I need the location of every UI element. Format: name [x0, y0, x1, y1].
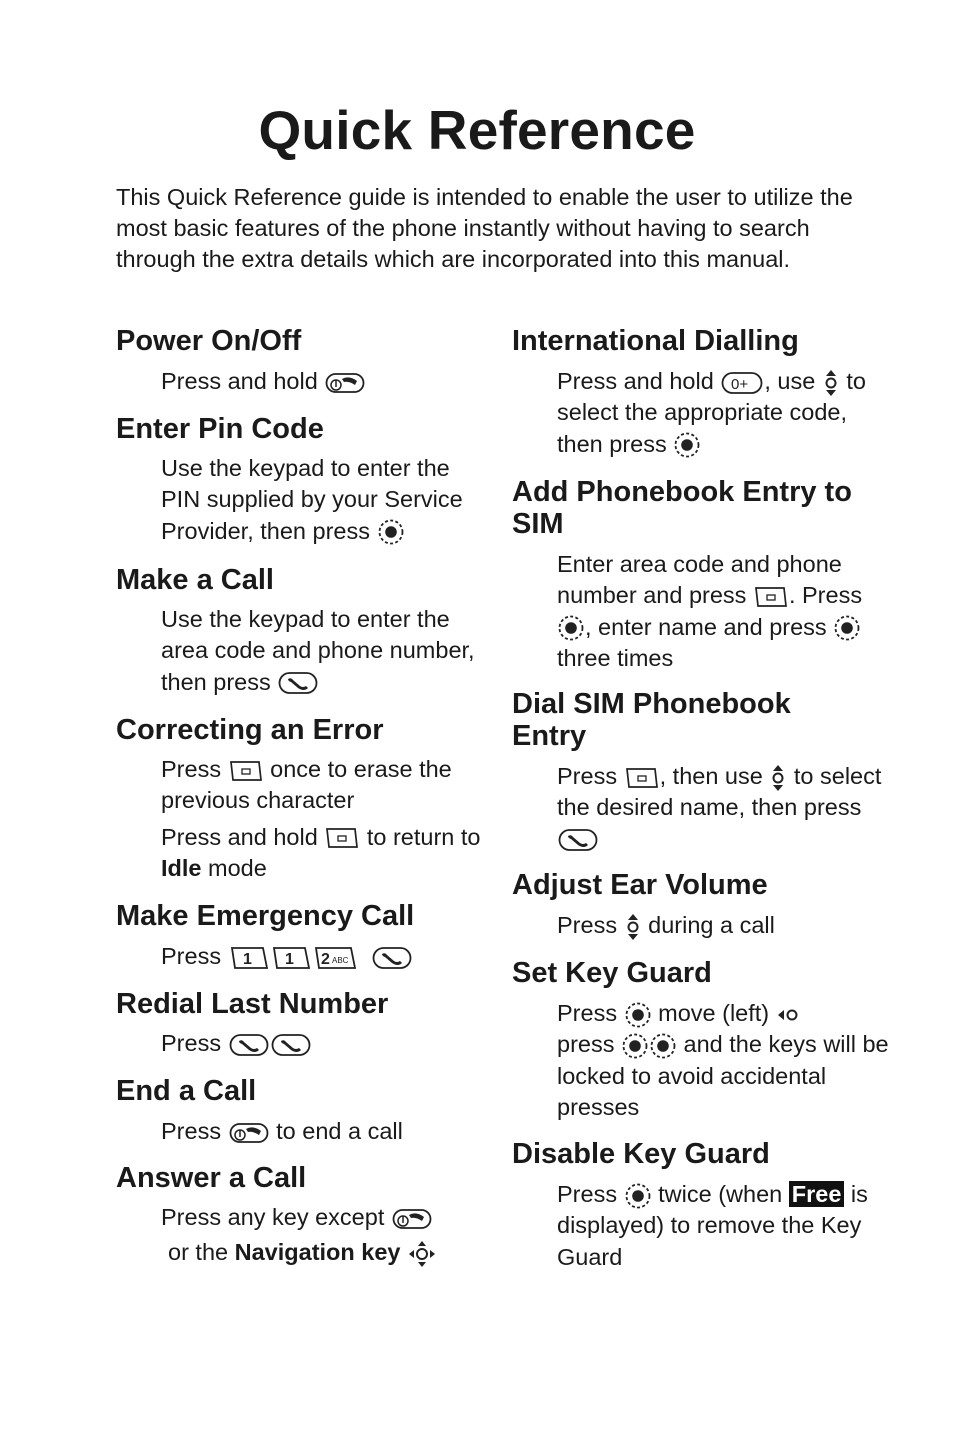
power-end-key-icon — [392, 1206, 432, 1232]
svg-text:1: 1 — [242, 950, 252, 968]
soft-clear-key-icon — [754, 586, 788, 608]
heading-dial-sim: Dial SIM Phonebook Entry — [512, 688, 791, 752]
dialsim-text-2: , then use — [659, 763, 763, 789]
svg-text:ABC: ABC — [331, 955, 349, 965]
heading-redial: Redial Last Number — [116, 988, 389, 1020]
section-emergency — [116, 900, 414, 972]
addpb-text-2: . Press — [788, 582, 863, 609]
section-volume — [512, 869, 775, 941]
section-power — [116, 325, 366, 397]
free-display-label: Free — [789, 1181, 845, 1207]
section-intl — [512, 325, 892, 460]
keyguard-text-1: Press — [557, 1000, 618, 1026]
intl-text-2: , use — [764, 368, 816, 394]
addpb-text-1: Enter area code and phone number and press — [557, 551, 842, 609]
intro-paragraph: This Quick Reference guide is intended to enable the user to utilize the most basic features of the phone instantly without having to search through the extra details which are incorporated into this manual. — [116, 184, 853, 272]
section-answer-call — [116, 1162, 437, 1269]
heading-add-phonebook: Add Phonebook Entry to SIM — [512, 476, 852, 540]
call-send-key-icon — [278, 671, 318, 695]
correct-text-4: to return to — [366, 823, 481, 850]
ok-select-key-icon — [558, 615, 584, 641]
page-title: Quick Reference — [258, 99, 696, 161]
answer-text-1: Press any key except — [161, 1204, 385, 1230]
heading-power: Power On/Off — [116, 325, 302, 357]
section-disable-keyguard — [512, 1138, 892, 1273]
section-set-keyguard — [512, 957, 892, 1123]
heading-end-call: End a Call — [116, 1075, 257, 1107]
addpb-text-3: , enter name and press — [585, 613, 827, 640]
key-1-icon — [229, 946, 269, 970]
correct-text-2: once to erase the previous character — [161, 756, 452, 814]
svg-text:1: 1 — [284, 950, 294, 968]
emergency-text: Press — [161, 943, 222, 969]
end-call-text-1: Press — [161, 1118, 222, 1144]
section-pin — [116, 413, 491, 547]
section-add-phonebook — [512, 476, 892, 674]
heading-answer-call: Answer a Call — [116, 1162, 307, 1194]
key-2abc-icon — [313, 946, 357, 970]
call-send-key-icon — [229, 1033, 269, 1057]
keyguard-text-3: press — [557, 1031, 615, 1058]
heading-correcting: Correcting an Error — [116, 714, 384, 746]
intl-text-3: to select the appropriate code, then press — [557, 368, 866, 457]
heading-make-call: Make a Call — [116, 564, 274, 596]
ok-select-key-icon — [674, 432, 700, 458]
section-correcting — [116, 714, 491, 884]
ok-select-key-icon — [622, 1033, 648, 1059]
ok-select-key-icon — [625, 1183, 651, 1209]
up-down-nav-icon — [625, 913, 641, 941]
ok-select-key-icon — [625, 1002, 651, 1028]
ok-select-key-icon — [834, 615, 860, 641]
soft-clear-key-icon — [229, 760, 263, 782]
volume-text-2: during a call — [648, 912, 775, 938]
heading-volume: Adjust Ear Volume — [512, 869, 768, 901]
call-send-key-icon — [558, 828, 598, 852]
svg-text:2: 2 — [320, 950, 330, 968]
answer-text-2: or the — [168, 1239, 229, 1266]
navigation-key-label: Navigation key — [234, 1239, 401, 1266]
call-send-key-icon — [372, 946, 412, 970]
disable-text-4: is displayed) to remove the Key Guard — [557, 1181, 868, 1270]
four-way-nav-icon — [408, 1240, 436, 1268]
ok-select-key-icon — [378, 519, 404, 545]
power-end-key-icon — [325, 370, 365, 396]
idle-mode-label: Idle — [161, 854, 202, 881]
keyguard-text-4: and the keys will be locked to avoid accidental presses — [557, 1031, 889, 1120]
power-text: Press and hold — [161, 368, 318, 394]
left-nav-icon — [777, 1007, 801, 1023]
heading-pin: Enter Pin Code — [116, 413, 324, 445]
section-redial — [116, 988, 388, 1059]
dialsim-text-3: to select the desired name, then press — [557, 763, 882, 821]
key-0-plus-icon — [721, 371, 763, 395]
section-make-call — [116, 564, 481, 698]
correct-text-1: Press — [161, 756, 222, 782]
make-call-text: Use the keypad to enter the area code and phone number, then press — [161, 606, 475, 695]
call-send-key-icon — [271, 1033, 311, 1057]
disable-text-1: Press — [557, 1181, 618, 1207]
heading-disable-keyguard: Disable Key Guard — [512, 1138, 770, 1170]
correct-text-6: mode — [208, 854, 267, 881]
heading-emergency: Make Emergency Call — [116, 900, 415, 932]
section-end-call — [116, 1075, 403, 1147]
section-dial-sim — [512, 688, 892, 855]
pin-text: Use the keypad to enter the PIN supplied by your Service Provider, then press — [161, 455, 463, 544]
keyguard-text-2: move (left) — [658, 1000, 770, 1026]
up-down-nav-icon — [823, 369, 839, 397]
heading-intl: International Dialling — [512, 325, 799, 357]
soft-clear-key-icon — [625, 767, 659, 789]
intl-text-1: Press and hold — [557, 368, 714, 394]
up-down-nav-icon — [770, 764, 786, 792]
disable-text-2: twice (when — [658, 1181, 783, 1207]
soft-clear-key-icon — [325, 827, 359, 849]
key-1-icon — [271, 946, 311, 970]
end-call-text-2: to end a call — [276, 1118, 403, 1144]
ok-select-key-icon — [650, 1033, 676, 1059]
svg-text:0+: 0+ — [731, 375, 749, 393]
addpb-text-4: three times — [557, 644, 674, 671]
redial-text: Press — [161, 1030, 222, 1056]
power-end-key-icon — [229, 1120, 269, 1146]
dialsim-text-1: Press — [557, 763, 618, 789]
heading-set-keyguard: Set Key Guard — [512, 957, 712, 989]
correct-text-3: Press and hold — [161, 823, 318, 850]
volume-text-1: Press — [557, 912, 618, 938]
